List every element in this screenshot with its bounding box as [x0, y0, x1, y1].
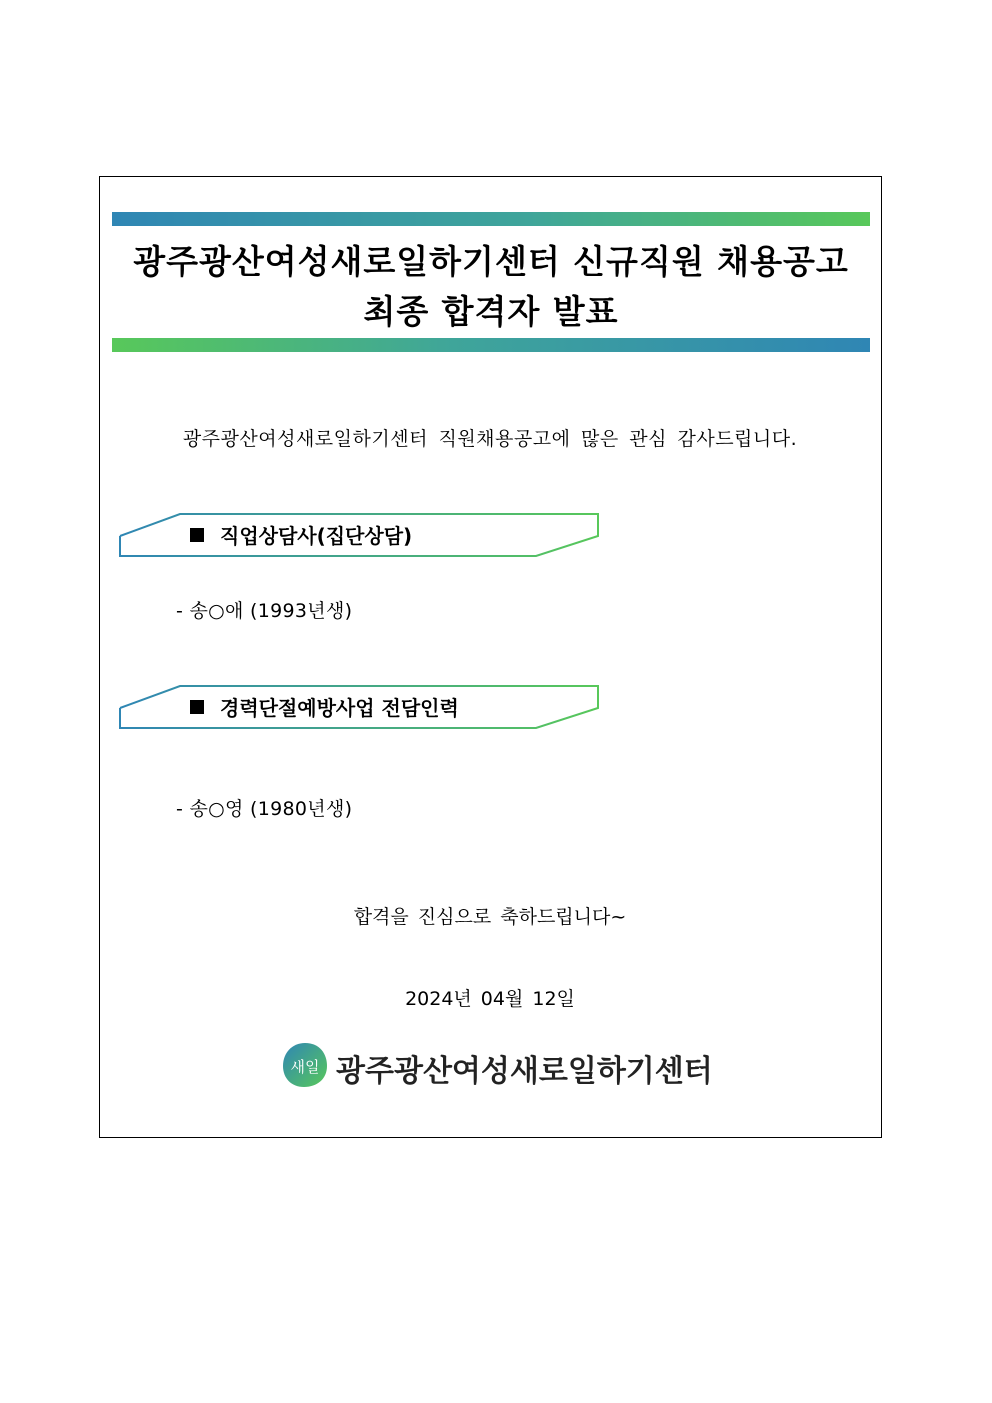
square-bullet-icon — [190, 528, 204, 542]
intro-text: 광주광산여성새로일하기센터 직원채용공고에 많은 관심 감사드립니다. — [182, 428, 798, 450]
svg-text:새일: 새일 — [290, 1058, 320, 1076]
square-bullet-icon — [190, 700, 204, 714]
section-title-text: 직업상담사(집단상담) — [220, 524, 413, 548]
person-entry-2: - 송○영 (1980년생) — [176, 798, 353, 820]
person-entry-1: - 송○애 (1993년생) — [176, 600, 353, 622]
announcement-date: 2024년 04월 12일 — [405, 988, 575, 1010]
section-title-2 — [190, 692, 459, 721]
section-title-text: 경력단절예방사업 전담인력 — [220, 696, 459, 720]
section-title-1 — [190, 520, 412, 549]
header-top-bar — [112, 212, 870, 226]
organization-logo — [280, 1040, 720, 1090]
organization-name: 광주광산여성새로일하기센터 — [336, 1054, 713, 1089]
section-header-1 — [118, 512, 602, 560]
header-bottom-bar — [112, 338, 870, 352]
page-title-line2: 최종 합격자 발표 — [363, 292, 619, 331]
section-header-2 — [118, 684, 602, 732]
saeil-logo-icon — [280, 1040, 330, 1090]
congratulations-text: 합격을 진심으로 축하드립니다~ — [353, 906, 627, 928]
page-title-line1: 광주광산여성새로일하기센터 신규직원 채용공고 — [133, 242, 849, 281]
